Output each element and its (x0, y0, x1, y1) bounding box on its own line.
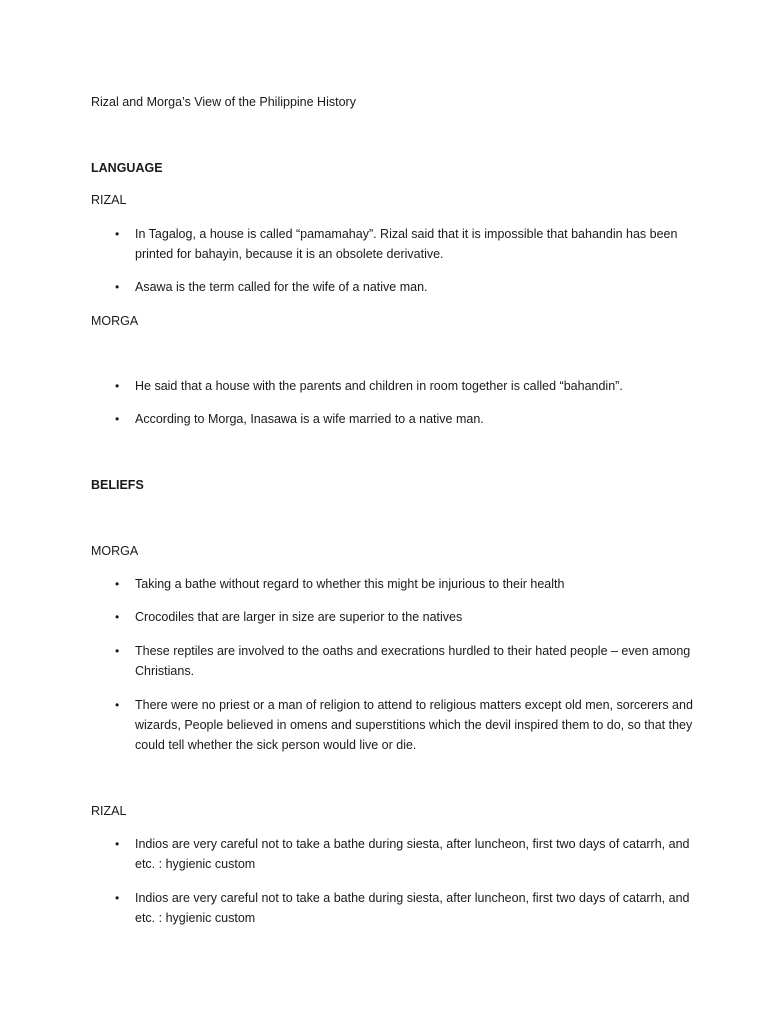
document-title: Rizal and Morga’s View of the Philippine History (91, 95, 356, 109)
bullet-icon: • (115, 577, 120, 591)
list-item-text: Taking a bathe without regard to whether this might be injurious to their health (135, 577, 565, 591)
list-item-text: These reptiles are involved to the oaths and execrations hurdled to their hated people – even among Christians. (135, 644, 691, 678)
subheading-morga-beliefs: MORGA (91, 544, 139, 558)
list-item-text: According to Morga, Inasawa is a wife married to a native man. (135, 412, 484, 426)
bullet-icon: • (115, 698, 120, 712)
bullet-icon: • (115, 379, 120, 393)
subheading-rizal-language: RIZAL (91, 193, 127, 207)
list-item-text: In Tagalog, a house is called “pamamahay”. Rizal said that it is impossible that bahandin has been printed for bahayin, because it is an obsolete derivative. (135, 227, 678, 261)
list-item-text: He said that a house with the parents and children in room together is called “bahandin”. (135, 379, 623, 393)
bullet-icon: • (115, 837, 120, 851)
list-item-text: Asawa is the term called for the wife of a native man. (135, 280, 428, 294)
bullet-icon: • (115, 412, 120, 426)
section-heading-beliefs: BELIEFS (91, 478, 144, 492)
list-item-text: Crocodiles that are larger in size are superior to the natives (135, 610, 463, 624)
bullet-icon: • (115, 227, 120, 241)
list-item-text: There were no priest or a man of religion to attend to religious matters except old men, sorcerers and wizards, People believed in omens and superstitions which the devil inspired them to do, so that they could tell whether the sick person would live or die. (135, 698, 693, 752)
list-item-text: Indios are very careful not to take a bathe during siesta, after luncheon, first two days of catarrh, and etc. : hygienic custom (135, 891, 690, 925)
bullet-icon: • (115, 891, 120, 905)
section-heading-language: LANGUAGE (91, 161, 163, 175)
subheading-morga-language: MORGA (91, 314, 139, 328)
list-item-text: Indios are very careful not to take a bathe during siesta, after luncheon, first two days of catarrh, and etc. : hygienic custom (135, 837, 690, 871)
bullet-icon: • (115, 280, 120, 294)
subheading-rizal-beliefs: RIZAL (91, 804, 127, 818)
bullet-icon: • (115, 610, 120, 624)
bullet-icon: • (115, 644, 120, 658)
